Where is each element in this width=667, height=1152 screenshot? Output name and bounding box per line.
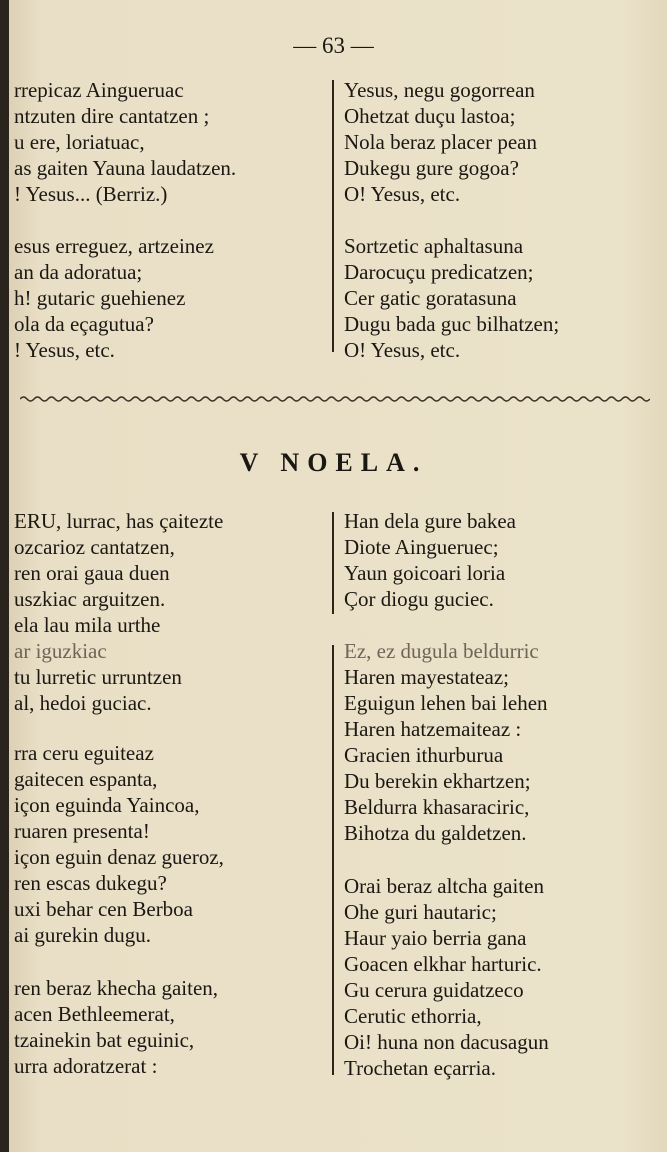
verse-line: rra ceru eguiteaz xyxy=(14,741,154,765)
verse-line: Trochetan eçarria. xyxy=(344,1056,496,1080)
verse-line: Ohetzat duçu lastoa; xyxy=(344,104,516,128)
bottom-left-stanza-1 xyxy=(14,508,223,716)
verse-line: Çor diogu guciec. xyxy=(344,587,494,611)
verse-line: içon eguin denaz gueroz, xyxy=(14,845,224,869)
bottom-right-stanza-3 xyxy=(344,873,549,1081)
verse-line: Nola beraz placer pean xyxy=(344,130,537,154)
top-right-stanza-1 xyxy=(344,77,537,207)
verse-line: ela lau mila urthe xyxy=(14,613,161,637)
verse-line: Beldurra khasaraciric, xyxy=(344,795,530,819)
verse-line: uxi behar cen Berboa xyxy=(14,897,194,921)
verse-line: Eguigun lehen bai lehen xyxy=(344,691,548,715)
bottom-left-stanza-2 xyxy=(14,740,224,948)
verse-line: ren beraz khecha gaiten, xyxy=(14,976,219,1000)
verse-line: Du berekin ekhartzen; xyxy=(344,769,531,793)
verse-line: h! gutaric guehienez xyxy=(14,286,186,310)
verse-line: Sortzetic aphaltasuna xyxy=(344,234,524,258)
verse-line: esus erreguez, artzeinez xyxy=(14,234,214,258)
verse-line: al, hedoi guciac. xyxy=(14,691,152,715)
verse-line: as gaiten Yauna laudatzen. xyxy=(14,156,237,180)
verse-line: Haur yaio berria gana xyxy=(344,926,527,950)
verse-line: ERU, lurrac, has çaitezte xyxy=(14,509,224,533)
verse-line: Gracien ithurburua xyxy=(344,743,504,767)
verse-line: O! Yesus, etc. xyxy=(344,182,461,206)
verse-line: Oi! huna non dacusagun xyxy=(344,1030,549,1054)
verse-line: Yaun goicoari loria xyxy=(344,561,506,585)
verse-line: Han dela gure bakea xyxy=(344,509,516,533)
verse-line: tu lurretic urruntzen xyxy=(14,665,182,689)
verse-line: ozcarioz cantatzen, xyxy=(14,535,175,559)
verse-line: Yesus, negu gogorrean xyxy=(344,78,535,102)
verse-line: u ere, loriatuac, xyxy=(14,130,145,154)
verse-line: ren escas dukegu? xyxy=(14,871,167,895)
verse-line: Haren mayestateaz; xyxy=(344,665,509,689)
verse-line: Bihotza du galdetzen. xyxy=(344,821,527,845)
binding-edge xyxy=(0,0,9,1152)
verse-line: ola da eçagutua? xyxy=(14,312,154,336)
verse-line: içon eguinda Yaincoa, xyxy=(14,793,200,817)
bottom-left-stanza-3 xyxy=(14,975,218,1079)
bottom-right-stanza-2 xyxy=(344,638,548,846)
verse-line: ! Yesus... (Berriz.) xyxy=(14,182,168,206)
verse-line: urra adoratzerat : xyxy=(14,1054,158,1078)
verse-line: Gu cerura guidatzeco xyxy=(344,978,524,1002)
verse-line: Diote Aingueruec; xyxy=(344,535,499,559)
verse-line: an da adoratua; xyxy=(14,260,143,284)
top-right-stanza-2 xyxy=(344,233,559,363)
column-divider-bottom-2 xyxy=(332,645,334,1075)
verse-line: Darocuçu predicatzen; xyxy=(344,260,534,284)
verse-line: gaitecen espanta, xyxy=(14,767,158,791)
bottom-right-stanza-1 xyxy=(344,508,516,612)
verse-line: ai gurekin dugu. xyxy=(14,923,152,947)
top-left-stanza-2 xyxy=(14,233,214,363)
page-number: — 63 — xyxy=(293,33,374,58)
verse-line: Cer gatic goratasuna xyxy=(344,286,517,310)
verse-line: Dugu bada guc bilhatzen; xyxy=(344,312,560,336)
verse-line: ! Yesus, etc. xyxy=(14,338,115,362)
verse-line: Dukegu gure gogoa? xyxy=(344,156,519,180)
column-divider-top xyxy=(332,80,334,352)
verse-line: rrepicaz Aingueruac xyxy=(14,78,184,102)
verse-line: Goacen elkhar harturic. xyxy=(344,952,542,976)
verse-line: O! Yesus, etc. xyxy=(344,338,461,362)
verse-line: Haren hatzemaiteaz : xyxy=(344,717,522,741)
verse-line: ruaren presenta! xyxy=(14,819,150,843)
column-divider-bottom-1 xyxy=(332,512,334,614)
verse-line: ntzuten dire cantatzen ; xyxy=(14,104,210,128)
verse-line: Ohe guri hautaric; xyxy=(344,900,497,924)
verse-line: Cerutic ethorria, xyxy=(344,1004,482,1028)
verse-line: uszkiac arguitzen. xyxy=(14,587,166,611)
verse-line: tzainekin bat eguinic, xyxy=(14,1028,195,1052)
verse-line: ren orai gaua duen xyxy=(14,561,170,585)
verse-line: Ez, ez dugula beldurric xyxy=(344,639,539,663)
wavy-ornament-rule xyxy=(20,392,650,406)
top-left-stanza-1 xyxy=(14,77,236,207)
verse-line: Orai beraz altcha gaiten xyxy=(344,874,544,898)
section-title: V NOELA. xyxy=(239,448,428,477)
verse-line: ar iguzkiac xyxy=(14,639,107,663)
verse-line: acen Bethleemerat, xyxy=(14,1002,175,1026)
